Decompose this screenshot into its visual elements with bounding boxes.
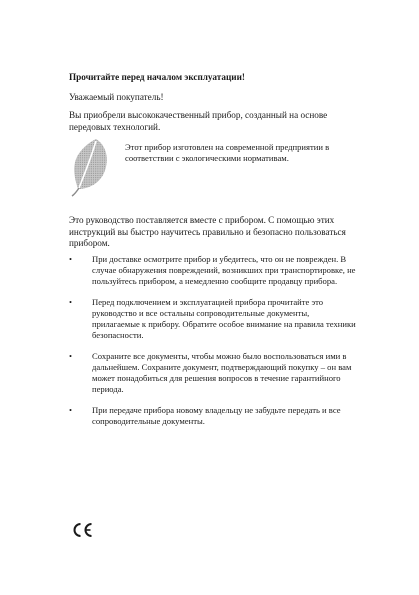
list-item-text: При доставке осмотрите прибор и убедитесь, что он не поврежден. В случае обнаружения повреждений, возникших при транспортировке, не пользуйтесь прибором, а немедленно сообщите продавцу прибора.: [92, 254, 356, 286]
guide-paragraph: Это руководство поставляется вместе с прибором. С помощью этих инструкций вы быстро научитесь правильно и безопасно пользоваться прибором.: [69, 215, 346, 248]
page-heading: Прочитайте перед началом эксплуатации!: [69, 72, 245, 82]
list-item-text: При передаче прибора новому владельцу не забудьте передать и все сопроводительные документы.: [92, 405, 341, 426]
bullet-mark: •: [69, 405, 73, 415]
bullet-mark: •: [69, 297, 73, 307]
greeting-text: Уважаемый покупатель!: [69, 92, 164, 102]
ce-mark-icon: [72, 522, 94, 538]
list-item: [69, 297, 359, 341]
leaf-icon: [66, 137, 110, 197]
list-item-text: Перед подключением и эксплуатацией прибора прочитайте это руководство и все остальны сопроводительные документы, прилагаемые к прибору. Обратите особое внимание на правила техники безопасности.: [92, 297, 356, 340]
eco-note: Этот прибор изготовлен на современной предприятии в соответствии с экологическими нормативам.: [125, 142, 330, 163]
bullet-mark: •: [69, 351, 73, 361]
instruction-list: [69, 254, 359, 437]
bullet-mark: •: [69, 254, 73, 264]
list-item: [69, 351, 359, 395]
list-item: [69, 254, 359, 287]
intro-paragraph: Вы приобрели высококачественный прибор, созданный на основе передовых технологий.: [69, 110, 328, 132]
list-item: [69, 405, 359, 427]
list-item-text: Сохраните все документы, чтобы можно было воспользоваться ими в дальнейшем. Сохраните документ, подтверждающий покупку – он вам может понадобиться для решения вопросов в течение гарантийного периода.: [92, 351, 352, 394]
